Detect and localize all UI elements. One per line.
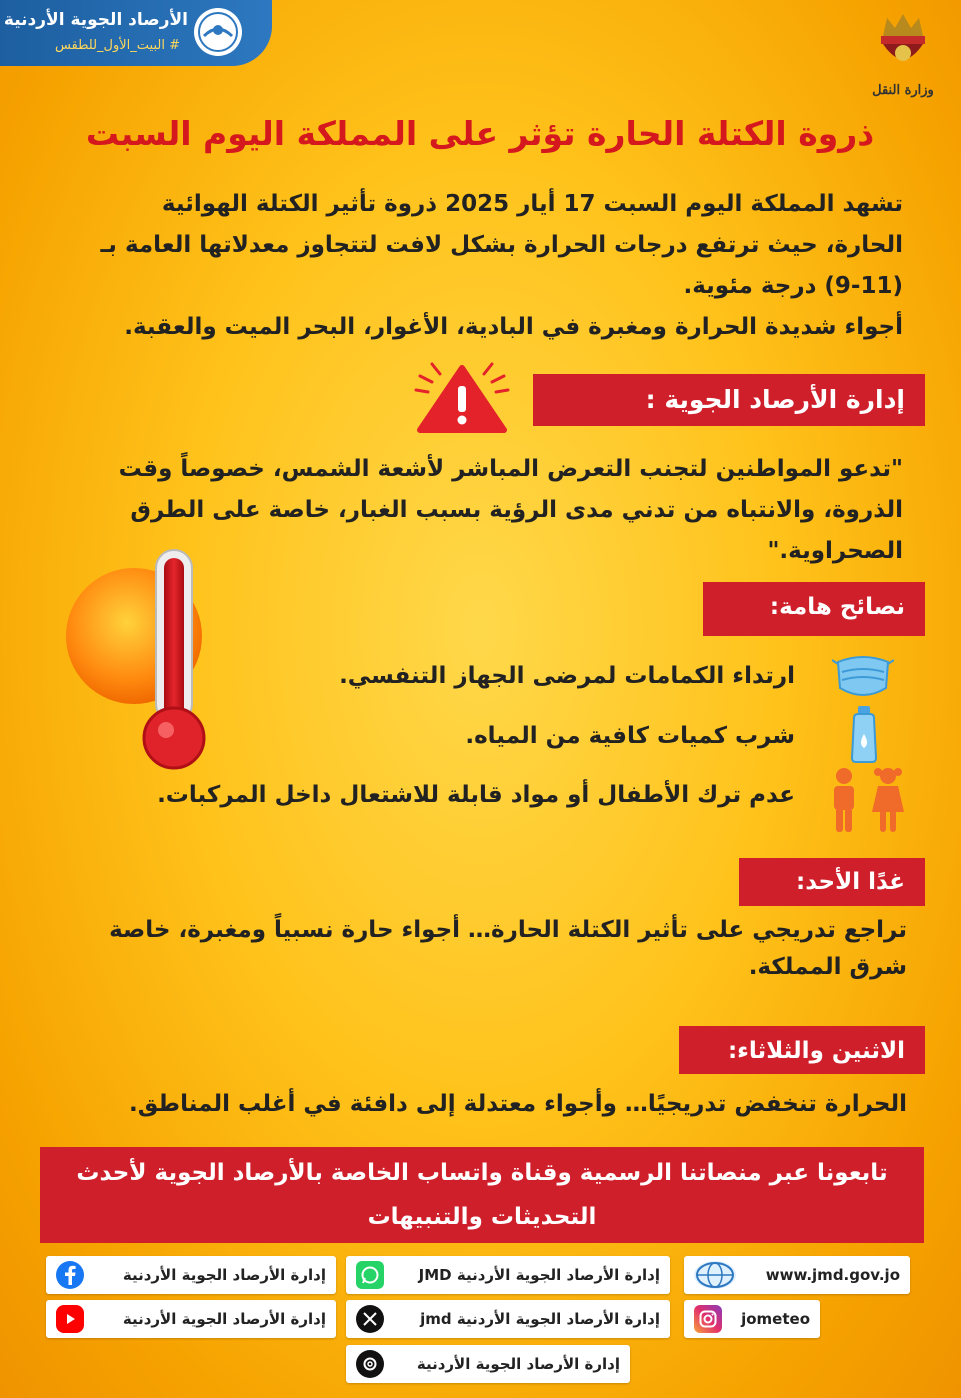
- jmd-header-badge: [0, 0, 272, 66]
- sun-thermometer-icon: [58, 548, 218, 776]
- tip-item: شرب كميات كافية من المياه.: [465, 723, 795, 749]
- facebook-icon: [56, 1261, 84, 1289]
- intro-line: تشهد المملكة اليوم السبت 17 أيار 2025 ذروة تأثير الكتلة الهوائية: [161, 191, 903, 217]
- facebook-link[interactable]: [46, 1256, 336, 1294]
- website-label: www.jmd.gov.jo: [765, 1266, 900, 1284]
- jmd-logo-icon: [192, 6, 244, 58]
- quote-line: الذروة، والانتباه من تدني مدى الرؤية بسبب الغبار، خاصة على الطرق: [130, 497, 903, 523]
- globe-icon: [694, 1261, 736, 1289]
- x-label: إدارة الأرصاد الجوية الأردنية jmd: [420, 1310, 660, 1328]
- page-title: ذروة الكتلة الحارة تؤثر على المملكة اليوم السبت: [85, 114, 875, 153]
- ministry-logo: [863, 6, 943, 98]
- follow-line: تابعونا عبر منصاتنا الرسمية وقناة واتساب الخاصة بالأرصاد الجوية لأحدث: [76, 1160, 888, 1186]
- whatsapp-link[interactable]: [346, 1256, 670, 1294]
- jmd-section-heading: إدارة الأرصاد الجوية :: [533, 374, 925, 426]
- threads-label: إدارة الأرصاد الجوية الأردنية: [416, 1355, 620, 1373]
- sunday-line: تراجع تدريجي على تأثير الكتلة الحارة… أجواء حارة نسبياً ومغبرة، خاصة: [109, 917, 907, 943]
- intro-line: الحارة، حيث ترتفع درجات الحرارة بشكل لافت لتتجاوز معدلاتها العامة بـ: [100, 232, 903, 258]
- tips-heading: نصائح هامة:: [703, 582, 925, 636]
- monday-tuesday-heading: الاثنين والثلاثاء:: [679, 1026, 925, 1074]
- water-bottle-icon: [844, 704, 884, 764]
- youtube-label: إدارة الأرصاد الجوية الأردنية: [122, 1310, 326, 1328]
- crown-emblem-icon: [873, 8, 933, 70]
- monday-tuesday-forecast: الحرارة تنخفض تدريجيًا… وأجواء معتدلة إلى دافئة في أغلب المناطق.: [128, 1091, 907, 1117]
- quote-line: "تدعو المواطنين لتجنب التعرض المباشر لأشعة الشمس، خصوصاً وقت: [118, 456, 903, 482]
- tip-item: ارتداء الكمامات لمرضى الجهاز التنفسي.: [339, 663, 795, 689]
- quote-line: الصحراوية.": [767, 538, 903, 564]
- whatsapp-icon: [356, 1261, 384, 1289]
- warning-icon: [412, 360, 512, 434]
- instagram-link[interactable]: [684, 1300, 820, 1338]
- intro-line: (9-11) درجة مئوية.: [683, 273, 903, 299]
- sunday-forecast: [57, 912, 907, 986]
- follow-line: التحديثات والتنبيهات: [367, 1204, 597, 1230]
- whatsapp-label: إدارة الأرصاد الجوية الأردنية JMD: [418, 1266, 660, 1284]
- children-icon: [826, 766, 910, 834]
- sunday-heading: غدًا الأحد:: [739, 858, 925, 906]
- ministry-name: وزارة النقل: [872, 83, 934, 98]
- website-link[interactable]: [684, 1256, 910, 1294]
- intro-line: أجواء شديدة الحرارة ومغبرة في البادية، الأغوار، البحر الميت والعقبة.: [124, 314, 903, 340]
- follow-us-banner: [40, 1147, 924, 1243]
- threads-link[interactable]: [346, 1345, 630, 1383]
- org-name: الأرصاد الجوية الأردنية: [3, 10, 188, 30]
- x-icon: [356, 1305, 384, 1333]
- youtube-link[interactable]: [46, 1300, 336, 1338]
- instagram-label: jometeo: [741, 1310, 810, 1328]
- x-link[interactable]: [346, 1300, 670, 1338]
- intro-paragraph: [93, 184, 903, 348]
- tip-item: عدم ترك الأطفال أو مواد قابلة للاشتعال داخل المركبات.: [157, 782, 795, 808]
- sunday-line: شرق المملكة.: [748, 954, 907, 980]
- facebook-label: إدارة الأرصاد الجوية الأردنية: [122, 1266, 326, 1284]
- youtube-icon: [56, 1305, 84, 1333]
- mask-icon: [832, 654, 894, 700]
- hashtag: # البيت_الأول_للطقس: [54, 38, 180, 53]
- threads-icon: [356, 1350, 384, 1378]
- instagram-icon: [694, 1305, 722, 1333]
